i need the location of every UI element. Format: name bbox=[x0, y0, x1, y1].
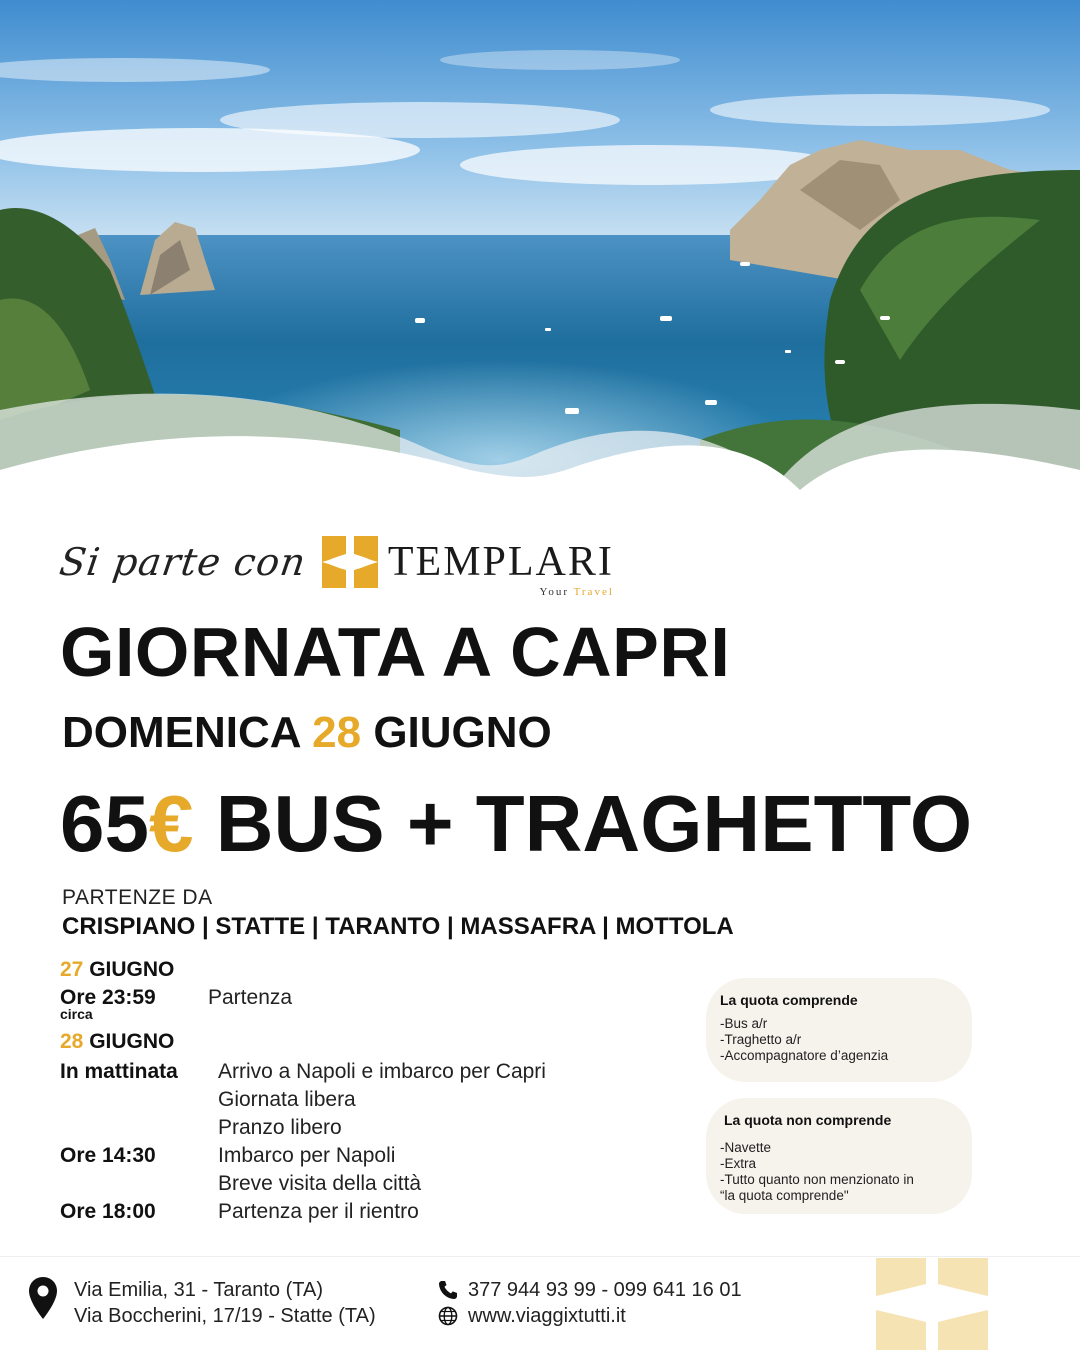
itinerary-row bbox=[60, 1172, 680, 1200]
brand-line bbox=[56, 520, 614, 598]
list-item: -Navette bbox=[720, 1140, 772, 1155]
itinerary bbox=[60, 958, 680, 1228]
brand-tagline-your: Your bbox=[539, 586, 569, 598]
brand-name-text: TEMPLARI bbox=[387, 539, 614, 585]
itinerary-row bbox=[60, 1116, 680, 1144]
address-line-1: Via Emilia, 31 - Taranto (TA) bbox=[74, 1279, 323, 1301]
quota-includes-list bbox=[720, 1016, 958, 1064]
row-description: Giornata libera bbox=[218, 1088, 356, 1111]
departures-cities: CRISPIANO | STATTE | TARANTO | MASSAFRA | MOTTOLA bbox=[62, 913, 734, 940]
row-description: Breve visita della città bbox=[218, 1172, 422, 1195]
brand-tagline bbox=[539, 586, 613, 598]
page-title: GIORNATA A CAPRI bbox=[60, 613, 731, 691]
day-2-number: 28 bbox=[60, 1030, 84, 1053]
departures-label: PARTENZE DA bbox=[62, 886, 213, 909]
itinerary-day-1 bbox=[60, 958, 680, 986]
date-prefix: DOMENICA bbox=[62, 708, 313, 757]
day-1-number: 27 bbox=[60, 958, 84, 981]
itinerary-row bbox=[60, 986, 680, 1014]
list-item: -Traghetto a/r bbox=[720, 1032, 802, 1047]
row-description: Arrivo a Napoli e imbarco per Capri bbox=[218, 1060, 546, 1083]
phone-icon bbox=[438, 1280, 458, 1300]
globe-icon bbox=[438, 1306, 458, 1326]
row-description: Partenza per il rientro bbox=[218, 1200, 419, 1223]
day-2-month: GIUGNO bbox=[83, 1030, 175, 1053]
list-item: -Bus a/r bbox=[720, 1016, 768, 1031]
itinerary-row bbox=[60, 1144, 680, 1172]
footer-addresses bbox=[74, 1277, 376, 1329]
itinerary-day-2 bbox=[60, 1030, 680, 1060]
list-item: -Extra bbox=[720, 1156, 757, 1171]
list-item: -Tutto quanto non menzionato in bbox=[720, 1172, 914, 1187]
address-line-2: Via Boccherini, 17/19 - Statte (TA) bbox=[74, 1305, 376, 1327]
row-time: Ore 23:59 bbox=[60, 986, 156, 1009]
row-description: Pranzo libero bbox=[218, 1116, 342, 1139]
footer-contacts bbox=[468, 1277, 742, 1329]
brand-tagline-travel: Travel bbox=[573, 586, 614, 598]
templari-cross-logo-icon bbox=[320, 534, 380, 590]
quota-excludes-box bbox=[706, 1098, 972, 1214]
row-description: Partenza bbox=[208, 986, 293, 1009]
templari-corner-logo-icon bbox=[874, 1256, 990, 1350]
list-item: -Accompagnatore d’agenzia bbox=[720, 1048, 889, 1063]
row-time: In mattinata bbox=[60, 1060, 178, 1083]
day-1-month: GIUGNO bbox=[83, 958, 175, 981]
brand-name bbox=[387, 538, 614, 598]
quota-excludes-list bbox=[720, 1140, 958, 1204]
list-item: “la quota comprende" bbox=[720, 1188, 849, 1203]
row-time: Ore 18:00 bbox=[60, 1200, 156, 1223]
quota-includes-box bbox=[706, 978, 972, 1082]
phone-numbers[interactable]: 377 944 93 99 - 099 641 16 01 bbox=[468, 1279, 742, 1301]
row-time: Ore 14:30 bbox=[60, 1144, 156, 1167]
date-suffix: GIUGNO bbox=[361, 708, 552, 757]
itinerary-row bbox=[60, 1200, 680, 1228]
price-line bbox=[60, 778, 972, 870]
time-note: circa bbox=[60, 1006, 93, 1022]
location-pin-icon bbox=[28, 1276, 58, 1320]
row-description: Imbarco per Napoli bbox=[218, 1144, 396, 1167]
quota-includes-title: La quota comprende bbox=[720, 992, 858, 1008]
date-day: 28 bbox=[312, 708, 362, 757]
brand-script-text: Si parte con bbox=[56, 540, 309, 584]
price-amount: 65 bbox=[60, 779, 149, 868]
itinerary-row bbox=[60, 1060, 680, 1088]
quota-excludes-title: La quota non comprende bbox=[724, 1112, 892, 1128]
price-currency: € bbox=[148, 779, 194, 868]
website-link[interactable]: www.viaggixtutti.it bbox=[468, 1305, 626, 1327]
itinerary-row bbox=[60, 1088, 680, 1116]
event-date bbox=[62, 708, 552, 758]
price-suffix: BUS + TRAGHETTO bbox=[193, 779, 973, 868]
hero-photo-capri bbox=[0, 0, 1080, 500]
